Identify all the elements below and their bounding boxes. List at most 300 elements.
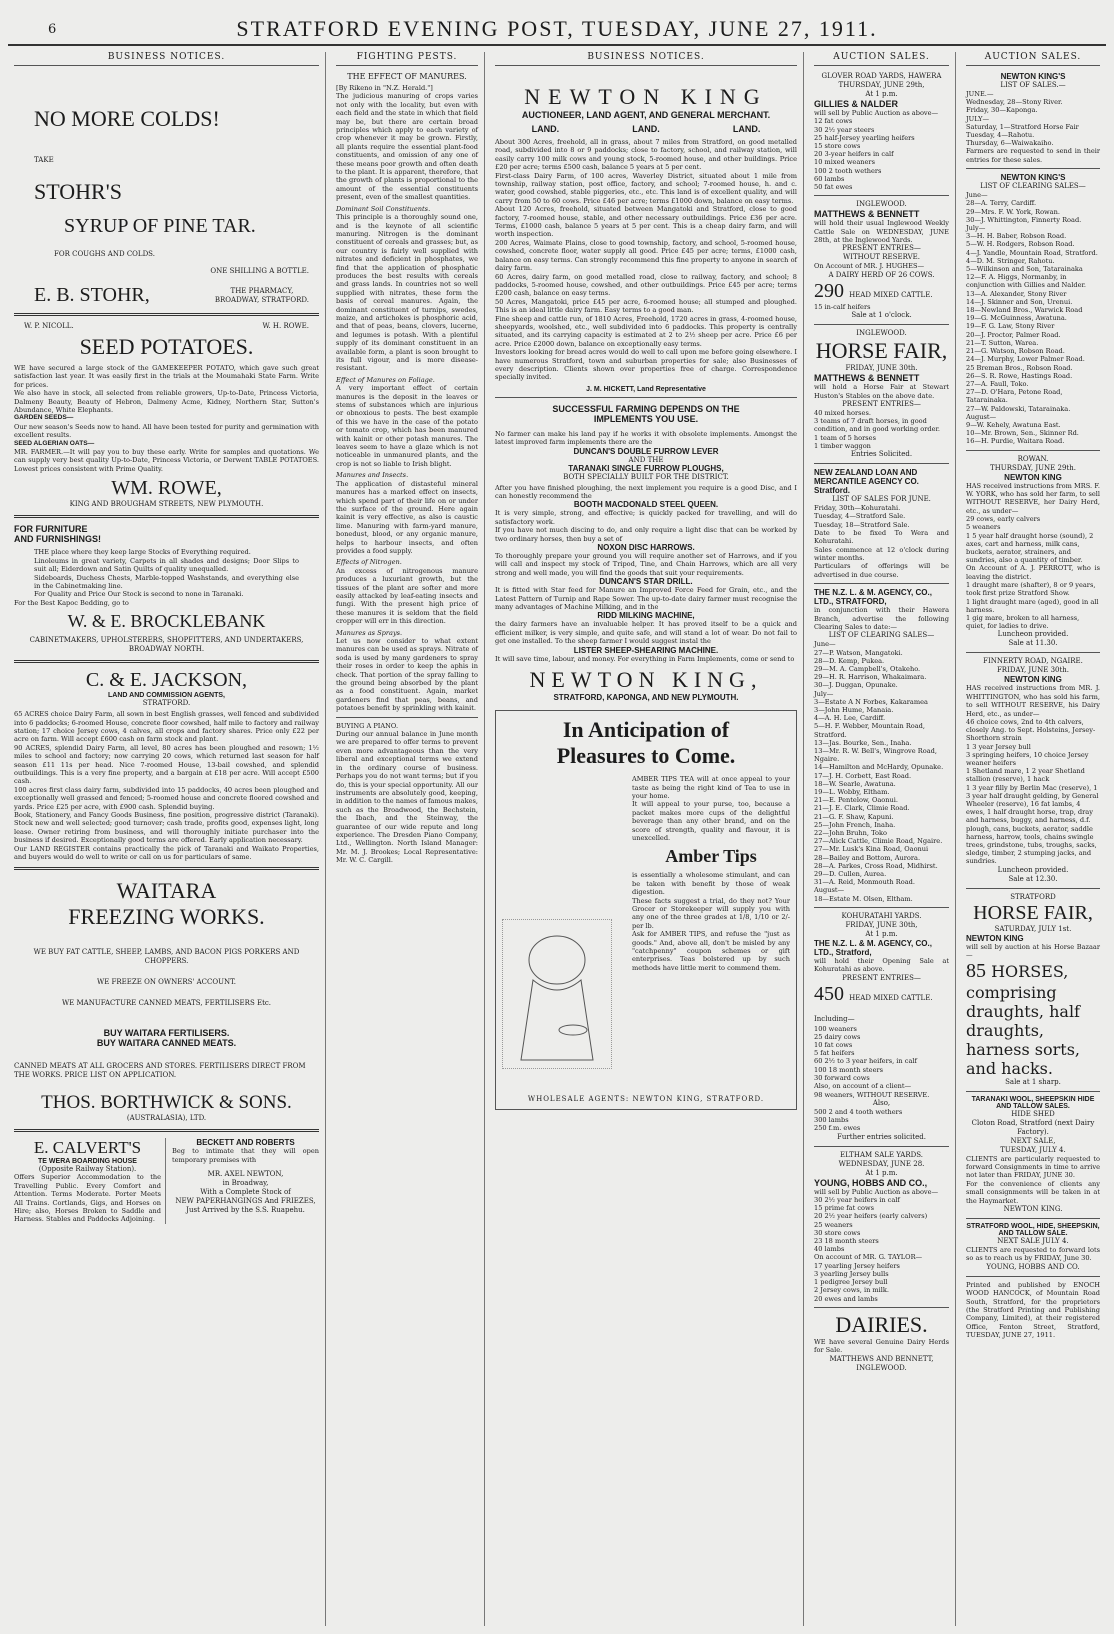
- stohr-ad: [14, 106, 319, 307]
- list-item: 29 cows, early calvers: [966, 515, 1041, 524]
- column-2: [330, 52, 485, 1626]
- newspaper-page: [8, 8, 1106, 1626]
- amber-para: is essentially a wholesome stimulant, and can be taken with benefit by those of weak digestion.: [632, 871, 790, 897]
- amber-para: Ask for AMBER TIPS, and refuse the "just as goods." And, above all, don't be misled by any "catchpenny" coupon schemes or gift enterprises. Teas bolstered up by such methods have little merit to commend them.: [632, 930, 790, 972]
- ingle-herd: A DAIRY HERD OF 26 COWS.: [828, 270, 935, 279]
- list-item: JUNE.—: [966, 90, 994, 98]
- amber-tips-ad: [495, 710, 797, 1110]
- waitara-line-1: WE BUY FAT CATTLE, SHEEP, LAMBS, AND BACON PIGS PORKERS AND CHOPPERS.: [33, 948, 300, 966]
- finn-items: [966, 718, 1100, 866]
- nzl-note: Date to be fixed To Wera and Kohuratahi.: [814, 528, 949, 546]
- article-subhead: Dominant Soil Constituents.: [336, 204, 431, 213]
- tarwool-name: TARANAKI WOOL, SHEEPSKIN HIDE AND TALLOW SALES.: [971, 1095, 1095, 1110]
- strat-title: HORSE FAIR,: [973, 901, 1093, 924]
- list-item: 28—A. Terry, Cardiff.: [966, 199, 1037, 208]
- finn-firm: NEWTON KING: [1004, 675, 1062, 685]
- column-header: FIGHTING PESTS.: [336, 52, 478, 66]
- tarwool-firm: NEWTON KING.: [1003, 1204, 1063, 1213]
- tarwool-body-2: For the convenience of clients any small consignments will be taken in at the Haymarket.: [966, 1179, 1100, 1205]
- list-item: 29—H. R. Harrison, Whakaimara.: [814, 673, 927, 682]
- beckett-arrived: Just Arrived by the S.S. Ruapehu.: [186, 1206, 305, 1215]
- list-item: 9—W. Kehely, Awatuna East.: [966, 420, 1061, 429]
- list-item: 21—J. E. Clark, Climie Road.: [814, 804, 910, 813]
- rowan-items: [966, 515, 1100, 564]
- list-item: 1 team of 5 horses: [814, 433, 876, 442]
- list-item: 4—D. M. Stringer, Rahotu.: [966, 256, 1055, 265]
- jackson-listing-2: 90 ACRES, splendid Dairy Farm, all level, 80 acres has been ploughed and resown; 1½ miles to school and factory; now carrying 20 cows, which returned last season for half season £11 11s per head. Nice 7-roomed House, 13-bail cowshed, and splendid outbuildings. This is a very fine property, and a bargain at £18 per acre. Will accept £500 cash.: [14, 743, 319, 786]
- brocklebank-head-2: AND FURNISHINGS!: [14, 534, 101, 545]
- list-item: 10 fat cows: [814, 1041, 853, 1050]
- nk-locations: STRATFORD, KAPONGA, AND NEW PLYMOUTH.: [553, 693, 739, 703]
- brocklebank-head-1: FOR FURNITURE: [14, 524, 88, 535]
- eltham-date: WEDNESDAY, JUNE 28.: [838, 1159, 925, 1168]
- finn-yard: FINNERTY ROAD, NGAIRE.: [983, 657, 1083, 666]
- nzl-items: [814, 504, 949, 529]
- impl-and: AND THE: [628, 455, 664, 464]
- seed-right-name: W. H. ROWE.: [262, 322, 309, 330]
- list-item: 17—J. H. Corbett, East Road.: [814, 771, 912, 780]
- brocklebank-body: THE place where they keep large Stocks of Everything required.: [34, 548, 251, 557]
- list-item: JULY—: [966, 114, 990, 123]
- list-item: August—: [966, 412, 997, 421]
- dairies-firm: MATTHEWS AND BENNETT,: [829, 1354, 934, 1363]
- list-item: 1 timber waggon: [814, 441, 871, 450]
- kohu-cattle: HEAD MIXED CATTLE. Including—: [814, 993, 933, 1023]
- list-item: 3 teams of 7 draft horses, in good condition, and in good working order.: [814, 417, 941, 434]
- brocklebank-ad: [14, 524, 319, 654]
- ingle-sale: Sale at 1 o'clock.: [851, 311, 912, 320]
- nk2-items: [966, 191, 1100, 445]
- ingle-account: On Account of MR. J. HUGHES—: [814, 262, 925, 271]
- impl-para: To thoroughly prepare your ground you will require another set of Harrows, and if you will call and inspect my stock of Tripod, Tine, and Chain Harrows, which are all very strong and well made, you will find the goods that suit your requirements.: [495, 552, 797, 577]
- piano-para: During our annual balance in June month we are prepared to offer terms to prevent even more advantageous than the very liberal and exceptional terms we extend in the ordinary course of business. Perhaps you do not want terms; but if you do, this is your special opportunity. All our instruments are absolutely good, keeping, in addition to the names of famous makes, such as the Broadwood, the Bechstein, the Ibach, and the Steinway, the guarantee of our wide repute and long experience. The Dresden Piano Company, Ltd., Wellington. North Island Manager: Mr. M. J. Brookes; Local Representative: Mr. W. C. Cargill.: [336, 730, 479, 865]
- borthwick-sub: (AUSTRALASIA), LTD.: [126, 1114, 207, 1123]
- rowan-town: ROWAN.: [1017, 454, 1049, 463]
- list-item: 31—A. Reid, Monmouth Road.: [814, 878, 915, 887]
- list-item: 15 store cows: [814, 142, 861, 151]
- nzlm-body: in conjunction with their Hawera Branch, advertise the following Clearing Sales to date:—: [814, 606, 949, 631]
- list-item: 1 pedigree Jersey bull: [814, 1278, 888, 1287]
- rowan-sale: Sale at 11.30.: [1008, 639, 1058, 648]
- list-item: Friday, 30th—Kohuratahi.: [814, 504, 901, 513]
- seed-body: WE have secured a large stock of the GAMEKEEPER POTATO, which gave such great satisfaction last year. It was easily first in the trials at the Moumahaki State Farm. Write for prices.: [14, 364, 319, 389]
- waitara-line-6: CANNED MEATS AT ALL GROCERS AND STORES. FERTILISERS DIRECT FROM THE WORKS. PRICE LIST ON APPLICATION.: [14, 1062, 306, 1080]
- column-header: AUCTION SALES.: [814, 52, 949, 66]
- list-item: August—: [814, 886, 845, 895]
- list-item: 25—John French, Inaha.: [814, 820, 896, 829]
- kohu-body: will hold their Opening Sale at Kohuratahi as above.: [814, 956, 949, 974]
- seed-title: SEED POTATOES.: [79, 334, 254, 359]
- article-para: An excess of nitrogenous manure produces a luxuriant growth, but the tissues of the plant are softer and more easily attacked by leaf-eating insects and fungi. With the present high price of these manures it is seldom that the field cropper will err in this direction.: [336, 566, 478, 626]
- list-item: 100 2 tooth wethers: [814, 166, 882, 175]
- brocklebank-line-3: For Quality and Price Our Stock is second to none in Taranaki.: [34, 590, 244, 599]
- nzl-list: LIST OF SALES FOR JUNE.: [832, 495, 931, 504]
- list-item: July—: [814, 689, 834, 698]
- list-item: 30 forward cows: [814, 1073, 870, 1082]
- list-item: 29—D. Cullen, Aurea.: [814, 870, 887, 879]
- list-item: 12—F. A. Higgs, Normanby, in conjunction with Gillies and Nalder.: [966, 273, 1086, 290]
- calvert-house: TE WERA BOARDING HOUSE: [38, 1158, 137, 1166]
- list-item: 50 fat ewes: [814, 183, 853, 192]
- strat-date: SATURDAY, JULY 1st.: [994, 924, 1072, 933]
- jackson-listing-3: 100 acres first class dairy farm, subdivided into 15 paddocks, 40 acres been ploughed and exceptionally well grassed and fenced; 5-roomed house and concrete floored cowshed and yards. Price £25 per acre, with £900 cash. Splendid buying.: [14, 785, 319, 811]
- nk1-name: NEWTON KING'S: [1000, 72, 1066, 81]
- nk-listing: 50 Acres, Mangatoki, price £45 per acre, 6-roomed house; all stumped and ploughed. This is an ideal little dairy farm. Easy terms to a good man.: [495, 297, 797, 315]
- impl-item: TARANAKI SINGLE FURROW PLOUGHS,: [568, 463, 724, 473]
- nk1-list: LIST OF SALES.—: [1000, 81, 1066, 89]
- list-item: 30—J. Duggan, Opunake.: [814, 681, 898, 690]
- list-item: 250 f.m. ewes: [814, 1124, 861, 1133]
- amber-footer: WHOLESALE AGENTS: NEWTON KING, STRATFORD.: [527, 1095, 765, 1104]
- list-item: 3—Estate A N Forbes, Kakaramea: [814, 697, 928, 706]
- brocklebank-line-1: Linoleums in great variety, Carpets in all shades and designs; Door Slips to suit all; Eiderdown and Satin Quilts of quality unequalled.: [34, 556, 299, 574]
- article-subhead: Manures and Insects.: [336, 471, 409, 480]
- jackson-ad: [14, 669, 319, 861]
- list-item: 5 weaners: [966, 523, 1001, 532]
- ingle-entries: PRESENT ENTRIES—: [842, 244, 921, 253]
- list-item: 30 2½ year heifers in calf: [814, 1195, 900, 1204]
- list-item: 27—A. Faull, Toko.: [966, 379, 1029, 388]
- list-item: 28—D. Kemp, Pukea.: [814, 656, 885, 665]
- eltham-account: On account of MR. G. TAYLOR—: [814, 1253, 923, 1262]
- list-item: 500 2 and 4 tooth wethers: [814, 1107, 903, 1116]
- horse-items: [814, 409, 949, 450]
- nk1-note: Farmers are requested to send in their entries for these sales.: [966, 147, 1100, 164]
- stohr-for: FOR COUGHS AND COLDS.: [54, 250, 155, 258]
- impl-para: It is fitted with Star feed for Manure an Improved Force Feed for Grain, etc., and the Latest Pattern of Turnip and Rape Sower. The up-to-date dairy farmer must recognise the many advantages of Machine Milking, and in the: [495, 586, 797, 612]
- ingle-calf: 15 in-calf heifers: [814, 302, 871, 311]
- impl-para: No farmer can make his land pay if he works it with obsolete implements. Amongst the latest improved farm implements there are the: [495, 429, 797, 447]
- nk-listing: Fine sheep and cattle run, of 1810 Acres, Freehold, 1720 acres in grass, 4-roomed house, sheepyards, woolshed, etc., well subdivided into 6 paddocks. This property is centrally situated, and its carrying capacity is estimated at 2 to 2½ sheep per acre. Price £6 per acre. Price £2000 down, balance on exceptionally easy terms.: [495, 314, 797, 348]
- beckett-who: MR. AXEL NEWTON,: [207, 1170, 284, 1179]
- jackson-listing-1: 65 ACRES choice Dairy Farm, all sown in best English grasses, well fenced and subdivided into 6 paddocks; 6-roomed House, concrete floor cowshed, half mile to factory and railway station; 17 choice Jersey cows, 4 calves, all crops and factory shares. Price only £22 per acre on farm. Will accept £600 cash on farm stock and plant.: [14, 710, 319, 744]
- list-item: 21—T. Sutton, Warea.: [966, 338, 1039, 347]
- rowan-date: THURSDAY, JUNE 29th.: [990, 463, 1076, 472]
- strat-body: will sell by auction at his Horse Bazaar—: [966, 942, 1100, 960]
- glover-yard: GLOVER ROAD YARDS, HAWERA: [821, 72, 942, 80]
- strat-town: STRATFORD: [1010, 892, 1056, 901]
- article-subhead: Manures as Sprays.: [336, 628, 403, 637]
- ingle-body: will hold their usual Inglewood Weekly Cattle Sale on WEDNESDAY, JUNE 28th, at the Inglewood Yards.: [814, 219, 949, 245]
- impl-para: It is very simple, strong, and effective; is quickly packed for travelling, and will do satisfactory work.: [495, 509, 797, 526]
- eltham-items-2: [814, 1262, 949, 1303]
- nk-name-2: NEWTON KING,: [529, 667, 763, 693]
- dairies-title: DAIRIES.: [835, 1311, 928, 1337]
- nk-name: NEWTON KING: [524, 84, 768, 109]
- ingle-reserve: WITHOUT RESERVE.: [843, 253, 920, 262]
- amber-brand: Amber Tips: [665, 846, 757, 867]
- article-subhead: Effect of Manures on Foliage.: [336, 375, 435, 384]
- strat-sale: Sale at 1 sharp.: [1005, 1077, 1061, 1086]
- glover-time: At 1 p.m.: [865, 90, 898, 98]
- impl-item: RIDD MILKING MACHINE,: [597, 611, 695, 621]
- ingle-town: INGLEWOOD.: [856, 200, 907, 209]
- list-item: 1 draught mare (shafter), 8 or 9 years, took first prize Stratford Show.: [966, 581, 1096, 598]
- nk-listing: About 300 Acres, freehold, all in grass, about 7 miles from Stratford, on good metalled road, subdivided into 8 or 9 paddocks; close to factory, school, and railway station, will easily carry 100 milk cows and young stock, 5-roomed house, and other buildings. Price £20 per acre; terms £500 cash, balance 5 years at 5 per cent.: [495, 138, 797, 172]
- page-number: 6: [48, 22, 57, 37]
- kohu-entries: PRESENT ENTRIES—: [842, 973, 921, 982]
- nzl-note: Particulars of offerings will be advertised in due course.: [814, 562, 949, 579]
- list-item: 1 5 year half draught horse (sound), 2 axes, cart and harness, milk cans, buckets, aerator, strainers, and sundries, also a quantity of timber.: [966, 531, 1094, 565]
- horse-solicited: Entries Solicited.: [850, 450, 913, 459]
- list-item: 21—G. F. Shaw, Kapuni.: [814, 812, 894, 821]
- rowe-name: WM. ROWE,: [111, 477, 222, 500]
- list-item: 5—W. H. Rodgers, Robson Road.: [966, 240, 1075, 249]
- list-item: 25 half-Jersey yearling heifers: [814, 133, 915, 142]
- list-item: 15 prime fat cows: [814, 1204, 875, 1213]
- nk-rep: J. M. HICKETT, Land Representative: [586, 385, 706, 393]
- column-5: [960, 52, 1106, 1626]
- list-item: 28—A. Parkes, Cross Road, Midhirst.: [814, 861, 938, 870]
- list-item: 1 light draught mare (aged), good in all harness.: [966, 597, 1099, 614]
- list-item: 60 lambs: [814, 174, 845, 183]
- list-item: 14—J. Skinner and Son, Urenui.: [966, 297, 1073, 306]
- seed-body-2: We also have in stock, all selected from reliable growers, Up-to-Date, Princess Victoria, Dalmeny Beauty, Beauty of Hebron, Dalmeny Acme, Kidney, Northern Star, Sutton's Abundance, White Elephants.: [14, 389, 319, 415]
- tarwool-date: TUESDAY, JULY 4.: [1000, 1145, 1066, 1154]
- amber-para: These facts suggest a trial, do they not? Your Grocer or Storekeeper will supply you with any one of the three grades at 1/8, 1/10 or 2/- per lb.: [632, 896, 790, 930]
- masthead: [8, 8, 1106, 46]
- list-item: 27—Mr. Lusk's Kina Road, Oaonui: [814, 845, 929, 854]
- list-item: 19—F. G. Law, Stony River: [966, 322, 1055, 331]
- stohr-pharmacy: THE PHARMACY,: [230, 286, 294, 295]
- kohu-account: Also, on account of a client—: [814, 1082, 912, 1091]
- kohu-also: Also,: [872, 1098, 891, 1107]
- horse-date: FRIDAY, JUNE 30th.: [845, 364, 918, 373]
- list-item: 21—E. Pentelow, Oaonui.: [814, 796, 898, 805]
- list-item: 27—P. Watson, Mangatoki.: [814, 648, 903, 657]
- seed-left-name: W. P. NICOLL.: [24, 322, 74, 330]
- tarwool-next: NEXT SALE,: [1010, 1136, 1056, 1145]
- list-item: 16—H. Purdie, Waitara Road.: [966, 437, 1065, 446]
- list-item: 27—Alick Cattle, Climie Road, Ngaire.: [814, 837, 943, 846]
- list-item: 100 weaners: [814, 1024, 857, 1033]
- waitara-title-1: WAITARA: [116, 878, 217, 904]
- matthews-bennett: MATTHEWS & BENNETT: [814, 373, 920, 384]
- nk-sub: AUCTIONEER, LAND AGENT, AND GENERAL MERCHANT.: [521, 110, 771, 120]
- impl-item: LISTER SHEEP-SHEARING MACHINE.: [573, 645, 719, 655]
- column-4: [808, 52, 956, 1626]
- list-item: 27—D. O'Hara, Petone Road, Tatarainaka.: [966, 388, 1063, 405]
- list-item: 1 3 year filly by Berlin Mac (reserve), 1 3 year half draught gelding, by General Wheeler (reserve), 16 fat lambs, 4 ewes, 1 half draught horse, trap, dray and harness, buggy, and harness, d.f. plough, cans, buckets, aerator, saddle harness, harrow, tools, chains swingle trees, grindstone, tubs, troughs, sacks, sledge, timber, 2 stumping jacks, and sundries.: [966, 783, 1099, 866]
- list-item: June—: [966, 191, 988, 200]
- nk2-name: NEWTON KING'S: [1000, 173, 1066, 183]
- article-subhead: Effects of Nitrogen.: [336, 558, 402, 567]
- list-item: 22—John Bruhn, Toko: [814, 829, 887, 838]
- gillies-nalder: GILLIES & NALDER: [814, 99, 899, 109]
- brocklebank-name: W. & E. BROCKLEBANK: [67, 611, 266, 632]
- nk2-list: LIST OF CLEARING SALES—: [980, 182, 1086, 191]
- list-item: Tuesday, 18—Stratford Sale.: [814, 520, 910, 529]
- list-item: 25 Breman Bros., Robson Road.: [966, 363, 1073, 372]
- list-item: 18—W. Searle, Awatuna.: [814, 779, 896, 788]
- eltham-items: [814, 1196, 949, 1253]
- nzl-name: NEW ZEALAND LOAN AND MERCANTILE AGENCY CO. Stratford.: [814, 468, 919, 496]
- nk-listing: About 120 Acres, freehold, situated between Mangatoki and Stratford, close to good factory, 7-roomed house, stable, and other necessary outbuildings. Price £36 per acre. Terms, £1000 cash, balance 5 years at 5 per cent. This is a cheap dairy farm, and will worth inspection.: [495, 205, 797, 239]
- rowan-items-2: [966, 581, 1100, 630]
- beckett-with: With a Complete Stock of: [200, 1188, 291, 1197]
- list-item: 46 choice cows, 2nd to 4th calvers, closely Ang. to Sept. Holsteins, Jersey-Shorthorn strain: [966, 718, 1096, 743]
- finn-lunch: Luncheon provided.: [997, 865, 1069, 874]
- list-item: Wednesday, 28—Stony River.: [966, 98, 1063, 107]
- kohu-time: At 1 p.m.: [865, 929, 898, 938]
- impl-para: the dairy farmers have an invaluable helper. It has proved itself to be a quick and efficient milker, is very simple, and quite safe, and will stand a lot of wear. Do not fail to get one installed. To the sheep farmer I would suggest instal the: [495, 620, 797, 646]
- list-item: 60 2½ to 3 year heifers, in calf: [814, 1057, 917, 1066]
- list-item: 1 Shetland mare, 1 2 year Shetland stallion (reserve), 1 hack: [966, 767, 1085, 784]
- list-item: 20 2½ year heifers (early calvers): [814, 1212, 928, 1221]
- list-item: Tuesday, 4—Stratford Sale.: [814, 512, 906, 521]
- list-item: 25 weaners: [814, 1220, 853, 1229]
- list-item: 26—S. R. Rowe, Hastings Road.: [966, 371, 1073, 380]
- impl-para: If you have not much discing to do, and only require a light disc that can be worked by two ordinary horses, then buy a set of: [495, 526, 797, 543]
- waitara-line-2: WE FREEZE ON OWNERS' ACCOUNT.: [97, 978, 236, 987]
- article-para: The judicious manuring of crops varies not only with the locality, but even with each field and the state in which that field may be, but there are certain broad principles which apply to each variety of crop whenever it may be grown. Firstly, all plants require the essential plant-food constituents, and omission of any one of these means poor growth and often death to the plant. It is apparent, therefore, that the growth of plants is proportional to the amount of the essential constituents present, even of the smallest quantities.: [336, 92, 478, 202]
- jackson-sub: LAND AND COMMISSION AGENTS,: [108, 692, 225, 700]
- calvert-location: (Opposite Railway Station).: [38, 1165, 137, 1174]
- seed-garden-body: Our new season's Seeds now to hand. All have been tested for purity and germination with excellent results.: [14, 422, 319, 440]
- list-item: 100 18 month steers: [814, 1065, 884, 1074]
- strat-count: 85: [966, 959, 986, 982]
- impl-item: NOXON DISC HARROWS.: [597, 543, 695, 553]
- article-byline: [By Rikeno in "N.Z. Herald."]: [336, 84, 433, 92]
- list-item: Thursday, 6—Waiwakaiho.: [966, 139, 1054, 148]
- list-item: 13—Jas. Bourke, Sen., Inaha.: [814, 738, 912, 747]
- waitara-ad: [14, 878, 319, 1123]
- list-item: June—: [814, 640, 836, 649]
- list-item: 20—J. Proctor, Palmer Road.: [966, 330, 1061, 339]
- list-item: 20 ewes and lambs: [814, 1294, 878, 1303]
- brocklebank-line-2: Sideboards, Duchess Chests, Marble-topped Washstands, and everything else in the Cabinetmaking line.: [34, 573, 299, 590]
- list-item: 14—Hamilton and McHardy, Opunake.: [814, 763, 944, 772]
- rowe-address: KING AND BROUGHAM STREETS, NEW PLYMOUTH.: [69, 500, 264, 509]
- kohu-further: Further entries solicited.: [837, 1132, 926, 1141]
- impl-item: DUNCAN'S DOUBLE FURROW LEVER: [573, 446, 719, 456]
- strat-items: HORSES, comprising draughts, half draughts, harness sorts, and hacks.: [966, 961, 1080, 1078]
- waitara-title-2: FREEZING WORKS.: [68, 904, 265, 930]
- impl-item: DUNCAN'S STAR DRILL.: [599, 577, 693, 587]
- nk-listing: 60 Acres, dairy farm, on good metalled road, close to railway, factory, and school; 8 paddocks, 5-roomed house, cowshed, and other outbuildings. Price £45 per acre; terms £200 cash, balance on easy terms.: [495, 272, 797, 298]
- tarwool-shed: HIDE SHED: [1011, 1109, 1055, 1118]
- seed-garden-head: GARDEN SEEDS—: [14, 414, 74, 422]
- list-item: 4—A. H. Lee, Cardiff.: [814, 714, 886, 723]
- list-item: July—: [966, 224, 986, 233]
- stohr-headline: NO MORE COLDS!: [34, 106, 220, 131]
- list-item: 3—John Hume, Manaia.: [814, 705, 894, 714]
- horse-entries: PRESENT ENTRIES—: [842, 400, 921, 409]
- brocklebank-line-4: For the Best Kapoc Bedding, go to: [14, 598, 129, 607]
- land-label: LAND.: [632, 124, 660, 134]
- list-item: Saturday, 1—Stratford Horse Fair: [966, 122, 1079, 131]
- beckett-name: BECKETT AND ROBERTS: [196, 1138, 295, 1148]
- kohu-count: 450: [814, 982, 844, 1005]
- list-item: 20 3-year heifers in calf: [814, 150, 894, 159]
- finn-body: HAS received instructions from MR. J. WHITTINGTON, who has sold his farm, to sell WITHOUT RESERVE, his Dairy Herd, etc., as under—: [966, 684, 1100, 718]
- kohu-date: FRIDAY, JUNE 30th,: [845, 920, 918, 929]
- list-item: 28—Bailey and Bottom, Aurora.: [814, 853, 921, 862]
- list-item: 18—Newland Bros., Warwick Road: [966, 306, 1083, 315]
- list-item: 27—W. Paldowski, Tatarainaka.: [966, 404, 1071, 413]
- waitara-line-4: BUY WAITARA FERTILISERS.: [103, 1028, 230, 1039]
- list-item: 2 Jersey cows, in milk.: [814, 1286, 889, 1295]
- ingle-count: 290: [814, 279, 844, 302]
- list-item: 13—Mr. R. W. Bell's, Wingrove Road, Ngaire.: [814, 747, 937, 764]
- list-item: 17 yearling Jersey heifers: [814, 1261, 900, 1270]
- finn-sale: Sale at 12.30.: [1008, 874, 1058, 883]
- amber-para: It will appeal to your purse, too, because a packet makes more cups of the delightful beverage than any other brand, and on the score of strength, quality and flavour, it is unexcelled.: [632, 800, 790, 842]
- nzlm-name: THE N.Z. L. & M. AGENCY, CO., LTD., STRATFORD,: [814, 588, 932, 607]
- jackson-listing-5: Our LAND REGISTER contains practically the pick of Taranaki and Waikato Properties, and buyers would do well to write or call on us for particulars of same.: [14, 844, 319, 862]
- bottom-ads: [14, 1138, 319, 1223]
- land-label: LAND.: [732, 124, 761, 134]
- list-item: 19—G. McGuinness, Awatuna.: [966, 314, 1067, 323]
- nk1-items: [966, 90, 1100, 147]
- list-item: 13—A. Alexander, Stony River: [966, 289, 1067, 298]
- brocklebank-trade: CABINETMAKERS, UPHOLSTERERS, SHOPFITTERS, AND UNDERTAKERS,: [29, 636, 304, 645]
- list-item: 3 springing heifers, 10 choice Jersey weaner heifers: [966, 750, 1089, 768]
- list-item: 19—L. Wobby, Eltham.: [814, 788, 890, 797]
- article-para: The application of distasteful mineral manures has a marked effect on insects, which spend part of their life on or under the surface of the ground. Here again kainit is very effective, as also is caustic lime. Manuring with farm-yard manure, bonedust, blood, or any organic manure, helps to harbour insects, and often provides a food supply.: [336, 479, 478, 555]
- list-item: 12 fat cows: [814, 117, 853, 126]
- horse-town: INGLEWOOD.: [856, 329, 907, 338]
- waitara-line-3: WE MANUFACTURE CANNED MEATS, FERTILISERS Etc.: [61, 999, 272, 1008]
- list-item: 10—Mr. Brown, Sen., Skinner Rd.: [966, 429, 1079, 438]
- jackson-town: STRATFORD.: [142, 699, 191, 708]
- seed-oats-head: SEED ALGERIAN OATS—: [14, 439, 95, 447]
- amber-headline-1: In Anticipation of: [562, 717, 730, 743]
- calvert-name: E. CALVERT'S: [33, 1138, 142, 1158]
- stohr-product: SYRUP OF PINE TAR.: [64, 215, 256, 237]
- rowan-firm: NEWTON KING: [1004, 472, 1062, 482]
- land-label: LAND.: [531, 124, 560, 134]
- eltham-yard: ELTHAM SALE YARDS.: [839, 1150, 924, 1159]
- nk-listing: Investors looking for bread acres would do well to call upon me before going elsewhere. I have numerous Stratford, town and suburban properties for sale; also Businesses of every description. Clients shown over properties free of charge. Correspondence specially invited.: [495, 348, 797, 382]
- glover-date: THURSDAY, JUNE 29th,: [838, 81, 925, 89]
- list-item: 30 2½ year steers: [814, 125, 875, 134]
- glover-items: [814, 117, 949, 191]
- column-3: [489, 52, 804, 1626]
- nzl-note: Sales commence at 12 o'clock during winter months.: [814, 545, 949, 562]
- list-item: 18—Estate M. Olsen, Eltham.: [814, 894, 913, 903]
- impl-para: After you have finished ploughing, the next implement you require is a good Disc, and I can honestly recommend the: [495, 483, 797, 500]
- borthwick-name: THOS. BORTHWICK & SONS.: [41, 1092, 292, 1114]
- list-item: 3—H. H. Baber, Robson Road.: [966, 232, 1067, 241]
- list-item: 5—Wilkinson and Son, Tatarainaka: [966, 265, 1083, 274]
- list-item: 300 lambs: [814, 1116, 849, 1125]
- nk-listing: 200 Acres, Waimate Plains, close to good township, factory, and school, 5-roomed house, cowshed, concrete floor, water supply all good. Price £45 per acre; terms, £1000 cash, balance on easy terms. Can strongly recommend this fine property to anyone in search of dairy farm.: [495, 238, 797, 273]
- seed-potatoes-ad: [14, 322, 319, 509]
- jackson-name: C. & E. JACKSON,: [85, 669, 248, 692]
- beckett-stock: NEW PAPERHANGINGS And FRIEZES,: [175, 1197, 316, 1206]
- rowan-lunch: Luncheon provided.: [997, 630, 1069, 639]
- newton-king-land-ad: [495, 84, 797, 393]
- list-item: 1 gig mare, broken to all harness, quiet, for ladies to drive.: [966, 614, 1080, 631]
- strat-firm: NEWTON KING: [966, 933, 1024, 943]
- list-item: 25 dairy cows: [814, 1032, 861, 1041]
- calvert-body: Offers Superior Accommodation to the Travelling Public. Every Comfort and Attention. Terms Moderate. Porter Meets All Trains. Cortlands, Gigs, and Horses on Hire; also, Horses Broken to Saddle and Harness. Stables and Paddocks Adjoining.: [14, 1173, 161, 1224]
- stratwool-name: STRATFORD WOOL, HIDE, SHEEPSKIN, AND TALLOW SALE.: [966, 1222, 1100, 1237]
- rowan-account: On Account of A. J. PERROTT, who is leaving the district.: [966, 564, 1100, 581]
- piano-title: BUYING A PIANO.: [336, 721, 399, 730]
- list-item: 10 mixed weaners: [814, 158, 875, 167]
- woman-with-teacup-illustration: [502, 919, 612, 1069]
- horse-body: will hold a Horse Fair at Stewart Huston's Stables on the above date.: [814, 383, 949, 400]
- list-item: 30 store cows: [814, 1228, 861, 1237]
- list-item: 40 mixed horses.: [814, 409, 871, 418]
- stohr-price: ONE SHILLING A BOTTLE.: [210, 267, 309, 275]
- implements-ad: [495, 404, 797, 702]
- stohr-take: TAKE: [34, 156, 54, 164]
- stratwool-body: CLIENTS are requested to forward lots so as to reach us by FRIDAY, June 30.: [966, 1245, 1100, 1263]
- kohu-items: [814, 1025, 949, 1082]
